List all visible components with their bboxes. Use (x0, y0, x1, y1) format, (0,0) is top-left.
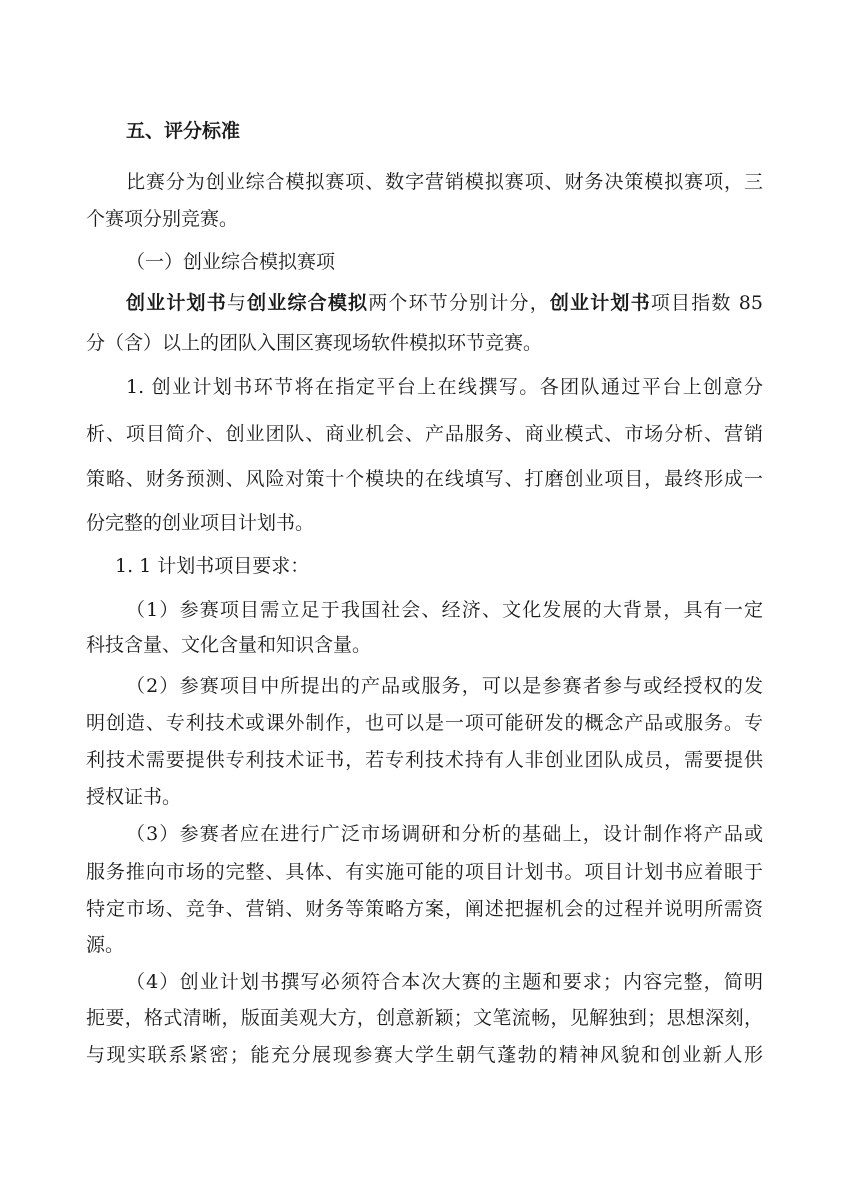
req4-line-1: （4）创业计划书撰写必须符合本次大赛的主题和要求；内容完整，简明 (126, 971, 763, 993)
scoring-text-2: 两个环节分别计分， (368, 292, 550, 314)
req4-line-3: 与现实联系紧密；能充分展现参赛大学生朝气蓬勃的精神风貌和创业新人形 (86, 1044, 763, 1066)
req3-line-2: 服务推向市场的完整、具体、有实施可能的项目计划书。项目计划书应着眼于 (86, 861, 763, 883)
plan-line-4: 份完整的创业项目计划书。 (86, 512, 315, 534)
req3-line-3: 特定市场、竞争、营销、财务等策略方案，阐述把握机会的过程并说明所需资 (86, 898, 763, 920)
plan-line-3: 策略、财务预测、风险对策十个模块的在线填写、打磨创业项目，最终形成一 (86, 468, 763, 490)
scoring-line-1 (126, 291, 763, 315)
req4-line-2: 扼要，格式清晰，版面美观大方，创意新颖；文笔流畅，见解独到；思想深刻， (86, 1007, 763, 1029)
scoring-line-2: 分（含）以上的团队入围区赛现场软件模拟环节竞赛。 (86, 332, 543, 354)
scoring-text-3: 项目指数 85 (650, 292, 763, 314)
req2-line-4: 授权证书。 (86, 786, 182, 808)
req3-line-1: （3）参赛者应在进行广泛市场调研和分析的基础上，设计制作将产品或 (126, 823, 763, 845)
req3-line-4: 源。 (86, 934, 125, 956)
req2-line-1: （2）参赛项目中所提出的产品或服务，可以是参赛者参与或经授权的发 (126, 675, 763, 697)
req2-line-3: 利技术需要提供专利技术证书，若专利技术持有人非创业团队成员，需要提供 (86, 749, 763, 771)
plan-line-1: 1. 创业计划书环节将在指定平台上在线撰写。各团队通过平台上创意分 (126, 376, 763, 398)
req1-line-2: 科技含量、文化含量和知识含量。 (86, 634, 372, 656)
intro-line-2: 个赛项分别竞赛。 (86, 208, 239, 230)
req1-line-1: （1）参赛项目需立足于我国社会、经济、文化发展的大背景，具有一定 (126, 599, 763, 621)
section-title: 五、评分标准 (126, 120, 241, 142)
req2-line-2: 明创造、专利技术或课外制作，也可以是一项可能研发的概念产品或服务。专 (86, 712, 763, 734)
requirements-heading: 1. 1 计划书项目要求： (115, 555, 310, 577)
bold-term-simulation: 创业综合模拟 (247, 292, 369, 314)
scoring-text-1: 与 (226, 292, 248, 314)
subsection-title: （一）创业综合模拟赛项 (126, 251, 336, 273)
bold-term-plan-2: 创业计划书 (549, 292, 651, 314)
plan-line-2: 析、项目简介、创业团队、商业机会、产品服务、商业模式、市场分析、营销 (86, 423, 763, 445)
intro-line-1: 比赛分为创业综合模拟赛项、数字营销模拟赛项、财务决策模拟赛项，三 (126, 171, 763, 193)
bold-term-plan: 创业计划书 (126, 292, 227, 314)
